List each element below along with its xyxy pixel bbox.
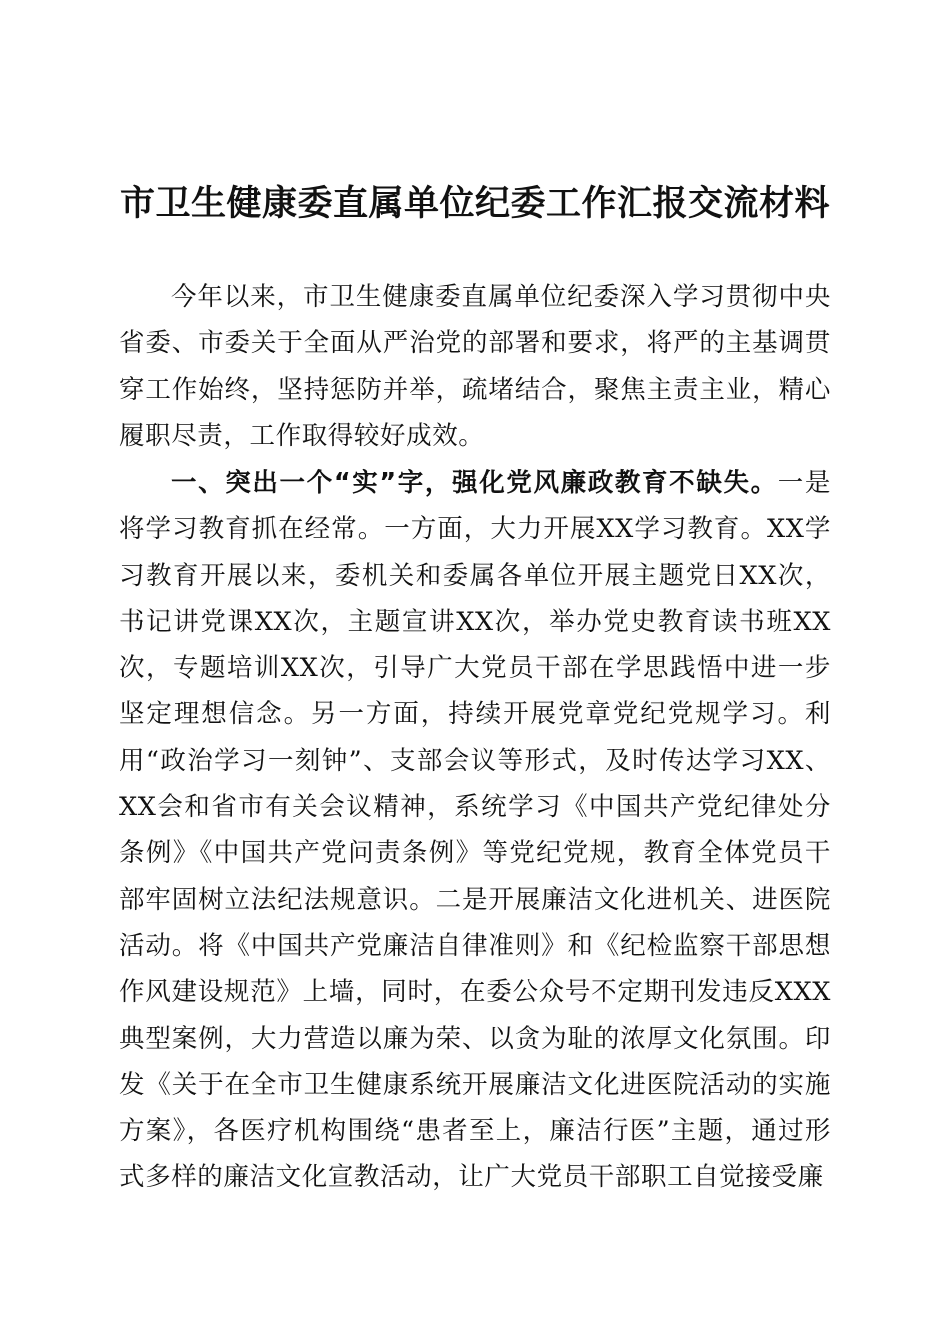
section-one-text: 一是将学习教育抓在经常。一方面，大力开展XX学习教育。XX学习教育开展以来，委机关和委属各单位开展主题党日XX次，书记讲党课XX次，主题宣讲XX次，举办党史教育读书班XX次，专题培训XX次，引导广大党员干部在学思践悟中进一步坚定理想信念。另一方面，持续开展党章党纪党规学习。利用“政治学习一刻钟”、支部会议等形式，及时传达学习XX、XX会和省市有关会议精神，系统学习《中国共产党纪律处分条例》《中国共产党问责条例》等党纪党规，教育全体党员干部牢固树立法纪法规意识。二是开展廉洁文化进机关、进医院活动。将《中国共产党廉洁自律准则》和《纪检监察干部思想作风建设规范》上墙，同时，在委公众号不定期刊发违反XXX典型案例，大力营造以廉为荣、以贪为耻的浓厚文化氛围。印发《关于在全市卫生健康系统开展廉洁文化进医院活动的实施方案》，各医疗机构围绕“患者至上，廉洁行医”主题，通过形式多样的廉洁文化宣教活动，让广大党员干部职工自觉接受廉 [119,468,831,1193]
intro-paragraph-text: 今年以来，市卫生健康委直属单位纪委深入学习贯彻中央省委、市委关于全面从严治党的部署和要求，将严的主基调贯穿工作始终，坚持惩防并举，疏堵结合，聚焦主责主业，精心履职尽责，工作取得较好成效。 [119,282,831,451]
document-title: 市卫生健康委直属单位纪委工作汇报交流材料 [120,183,831,224]
section-one-heading: 一、突出一个“实”字，强化党风廉政教育不缺失。 [171,468,778,498]
section-one-paragraph [119,460,831,1201]
intro-paragraph [119,274,831,459]
